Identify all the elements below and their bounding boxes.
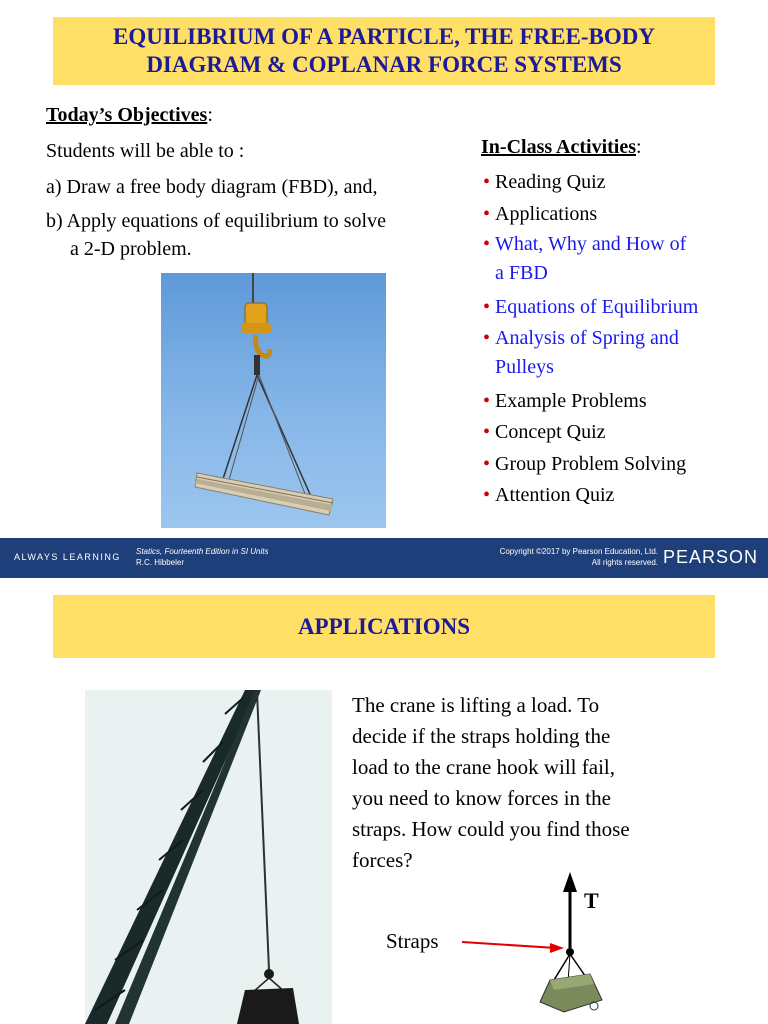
bullet-icon: •: [483, 233, 491, 255]
activity-label: Concept Quiz: [495, 421, 606, 443]
crane-illustration: [85, 690, 332, 1024]
list-item: [483, 230, 698, 288]
objectives-heading: Today’s Objectives: [46, 104, 208, 126]
free-body-diagram: [380, 870, 680, 1024]
activities-heading-row: [481, 135, 642, 159]
always-learning-label: ALWAYS LEARNING: [14, 552, 121, 562]
bullet-icon: •: [483, 389, 491, 412]
activity-label: Applications: [495, 202, 598, 225]
paragraph-line: forces?: [352, 848, 413, 872]
copyright-line: Copyright ©2017 by Pearson Education, Ltd.: [499, 547, 658, 556]
paragraph-line: load to the crane hook will fail,: [352, 755, 616, 779]
slide-title: APPLICATIONS: [53, 595, 715, 658]
objectives-intro: Students will be able to :: [46, 140, 245, 162]
activity-label: Group Problem Solving: [495, 452, 687, 475]
crane-hook-lifting-beams-photo: [161, 273, 386, 528]
bullet-icon: •: [483, 202, 491, 225]
tension-label: T: [584, 888, 599, 913]
activity-label: What, Why and How of: [495, 233, 687, 255]
list-item: [483, 167, 698, 199]
objective-b-line-1: b) Apply equations of equilibrium to solve: [46, 210, 386, 232]
bullet-icon: •: [483, 296, 491, 318]
bullet-icon: •: [483, 326, 491, 349]
crane-boom-photo: [85, 690, 332, 1024]
bullet-icon: •: [483, 452, 491, 475]
footer-bar: [0, 538, 768, 578]
paragraph-line: you need to know forces in the: [352, 786, 611, 810]
activity-label: Attention Quiz: [495, 484, 615, 506]
objectives-colon: :: [207, 104, 213, 126]
list-item: [483, 292, 698, 324]
activity-label-cont: a FBD: [495, 262, 548, 284]
objective-a: a) Draw a free body diagram (FBD), and,: [46, 176, 378, 198]
activities-heading: In-Class Activities: [481, 136, 636, 158]
book-credit: [136, 546, 269, 568]
slide-applications: [0, 580, 768, 1024]
list-item: [483, 417, 698, 449]
pearson-logo: PEARSON: [662, 547, 758, 567]
title-line-1: EQUILIBRIUM OF A PARTICLE, THE FREE-BODY: [113, 24, 655, 49]
activities-colon: :: [636, 136, 642, 158]
objectives-heading-row: [46, 103, 213, 127]
bullet-icon: •: [483, 421, 491, 443]
paragraph-line: straps. How could you find those: [352, 817, 630, 841]
book-author: R.C. Hibbeler: [136, 558, 185, 567]
bullet-icon: •: [483, 484, 491, 506]
paragraph-line: The crane is lifting a load. To: [352, 693, 600, 717]
copyright-notice: [500, 546, 658, 568]
list-item: [483, 449, 698, 481]
activity-label: Analysis of Spring and: [495, 326, 679, 349]
paragraph-line: decide if the straps holding the: [352, 724, 611, 748]
list-item: [483, 324, 698, 382]
bullet-icon: •: [483, 171, 491, 193]
straps-label: Straps: [386, 929, 439, 953]
activity-label-cont: Pulleys: [495, 355, 554, 378]
hook-lift-illustration: [161, 273, 386, 528]
activity-label: Reading Quiz: [495, 171, 606, 193]
activity-label: Example Problems: [495, 389, 647, 412]
fbd-graphic: [380, 870, 680, 1024]
objective-b-line-2: a 2-D problem.: [70, 238, 192, 260]
list-item: [483, 480, 698, 512]
slide-title: [53, 17, 715, 85]
activities-list: [483, 167, 698, 512]
book-title: Statics, Fourteenth Edition in SI Units: [136, 547, 269, 556]
activity-label: Equations of Equilibrium: [495, 296, 699, 318]
list-item: [483, 386, 698, 418]
rights-line: All rights reserved.: [591, 558, 658, 567]
list-item: [483, 199, 698, 231]
title-line-2: DIAGRAM & COPLANAR FORCE SYSTEMS: [146, 52, 622, 77]
applications-paragraph: [352, 690, 712, 876]
